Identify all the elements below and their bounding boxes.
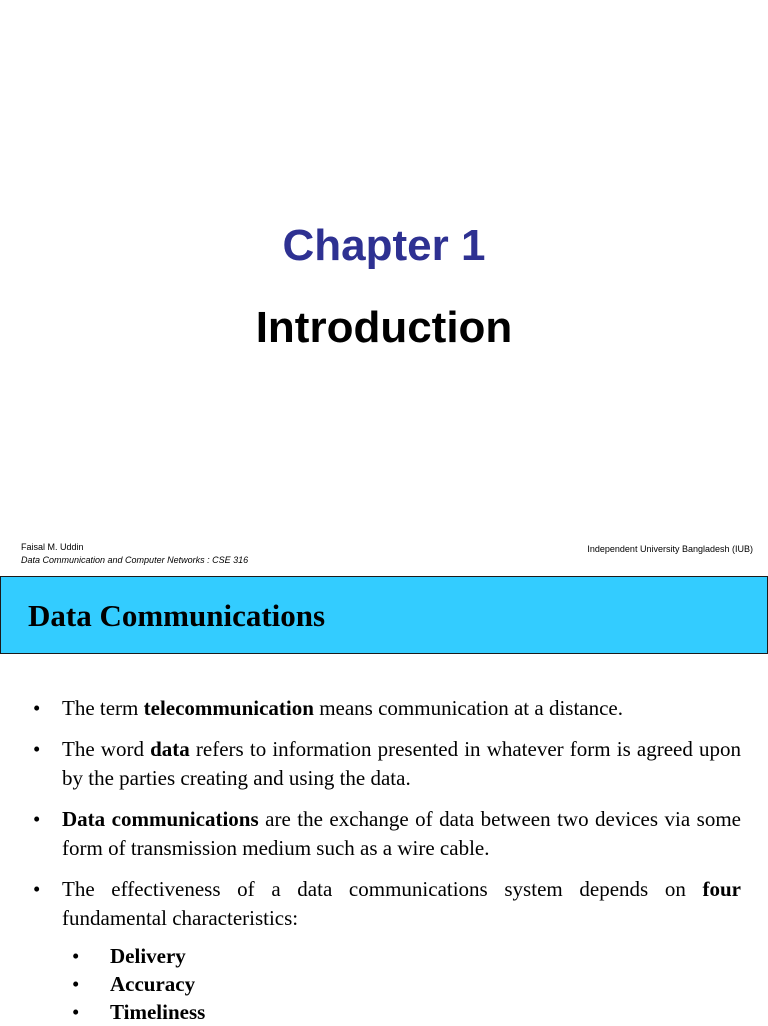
footer-course: Data Communication and Computer Networks : CSE 316 [21,555,249,565]
bullet-item: • The term telecommunication means communication at a distance. [0,694,768,723]
footer-institution: Independent University Bangladesh (IUB) [587,544,753,554]
slide-data-communications [0,576,768,1024]
bullet-keyword: four [702,877,741,901]
bullet-item: • The word data refers to information presented in whatever form is agreed upon by the parties creating and using the data. [33,737,741,790]
footer-author: Faisal M. Uddin [21,542,84,552]
bullet-item: • The effectiveness of a data communications system depends on four fundamental characteristics: [33,877,741,930]
bullet-list [0,694,768,945]
bullet-keyword: Data communications [62,807,259,831]
characteristic-item: • Timeliness [72,1000,206,1024]
bullet-keyword: data [150,737,190,761]
characteristics-list [0,942,768,1026]
chapter-title: Chapter 1 [282,221,486,270]
slide-header-bar [0,576,768,654]
slide-heading: Data Communications [28,598,326,633]
bullet-dot: • [72,972,80,996]
bullet-dot: • [33,696,41,720]
footer-left [21,541,248,567]
bullet-dot: • [72,944,80,968]
bullet-item: • Data communications are the exchange of data between two devices via some form of transmission medium such as a wire cable. [33,807,741,860]
bullet-dot: • [33,877,41,901]
bullet-keyword: telecommunication [143,696,314,720]
bullet-dot: • [33,807,41,831]
chapter-subtitle: Introduction [255,303,513,352]
bullet-dot: • [72,1000,80,1024]
bullet-dot: • [33,737,41,761]
characteristic-item: • Delivery [72,944,186,968]
characteristic-item: • Accuracy [72,972,196,996]
